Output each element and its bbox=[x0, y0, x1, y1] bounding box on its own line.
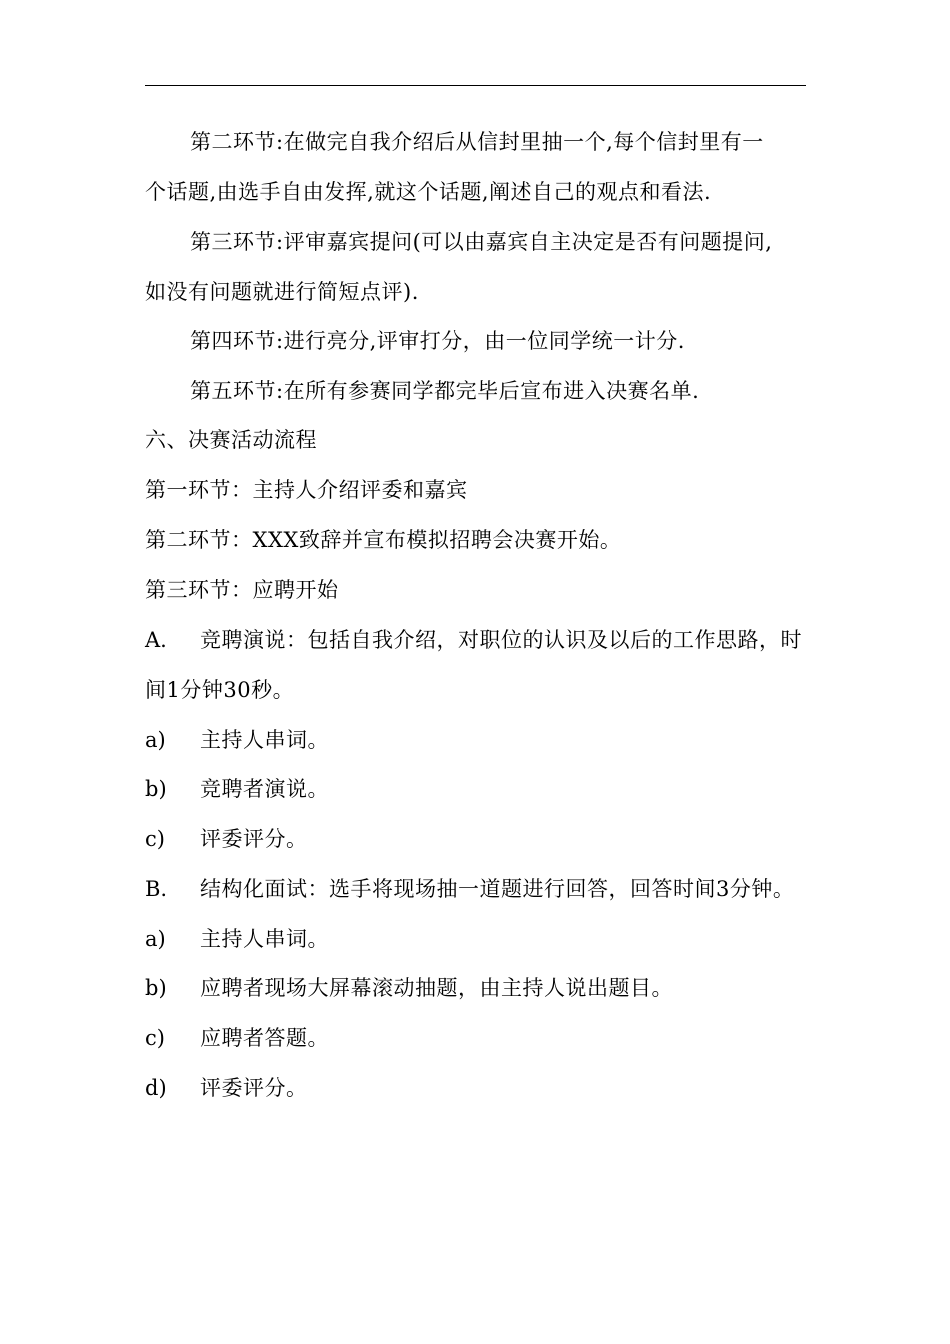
list-item-text: 主持人串词。 bbox=[200, 927, 329, 951]
list-item-label: a) bbox=[145, 728, 166, 752]
list-item-label: c) bbox=[145, 827, 165, 851]
list-item-text: 竞聘者演说。 bbox=[200, 777, 329, 801]
list-item-label: a) bbox=[145, 927, 166, 951]
list-item-label: b) bbox=[145, 976, 167, 1000]
paragraph-line: 第五环节:在所有参赛同学都完毕后宣布进入决赛名单. bbox=[190, 379, 700, 403]
list-item-text: 应聘者现场大屏幕滚动抽题，由主持人说出题目。 bbox=[200, 976, 673, 1000]
list-item-text: 主持人串词。 bbox=[200, 728, 329, 752]
part-a-text: 竞聘演说：包括自我介绍，对职位的认识及以后的工作思路，时 bbox=[200, 628, 802, 652]
header-rule bbox=[145, 85, 806, 86]
list-item-label: d) bbox=[145, 1076, 167, 1100]
step-line: 第三环节：应聘开始 bbox=[145, 578, 339, 602]
step-line: 第二环节：XXX致辞并宣布模拟招聘会决赛开始。 bbox=[145, 528, 622, 552]
part-a-text-continued: 间1分钟30秒。 bbox=[145, 678, 295, 702]
list-item-text: 评委评分。 bbox=[200, 827, 308, 851]
step-line: 第一环节：主持人介绍评委和嘉宾 bbox=[145, 478, 468, 502]
paragraph-line: 第三环节:评审嘉宾提问(可以由嘉宾自主决定是否有问题提问, bbox=[190, 230, 773, 254]
paragraph-line: 个话题,由选手自由发挥,就这个话题,阐述自己的观点和看法. bbox=[145, 180, 712, 204]
list-item-text: 应聘者答题。 bbox=[200, 1026, 329, 1050]
paragraph-line: 第四环节:进行亮分,评审打分，由一位同学统一计分. bbox=[190, 329, 685, 353]
part-a-label: A. bbox=[145, 628, 167, 652]
part-b-text: 结构化面试：选手将现场抽一道题进行回答，回答时间3分钟。 bbox=[200, 877, 795, 901]
section-heading: 六、决赛活动流程 bbox=[145, 428, 317, 452]
part-b-label: B. bbox=[145, 877, 168, 901]
paragraph-line: 第二环节:在做完自我介绍后从信封里抽一个,每个信封里有一 bbox=[190, 130, 764, 154]
paragraph-line: 如没有问题就进行简短点评). bbox=[145, 280, 419, 304]
list-item-text: 评委评分。 bbox=[200, 1076, 308, 1100]
list-item-label: b) bbox=[145, 777, 167, 801]
list-item-label: c) bbox=[145, 1026, 165, 1050]
